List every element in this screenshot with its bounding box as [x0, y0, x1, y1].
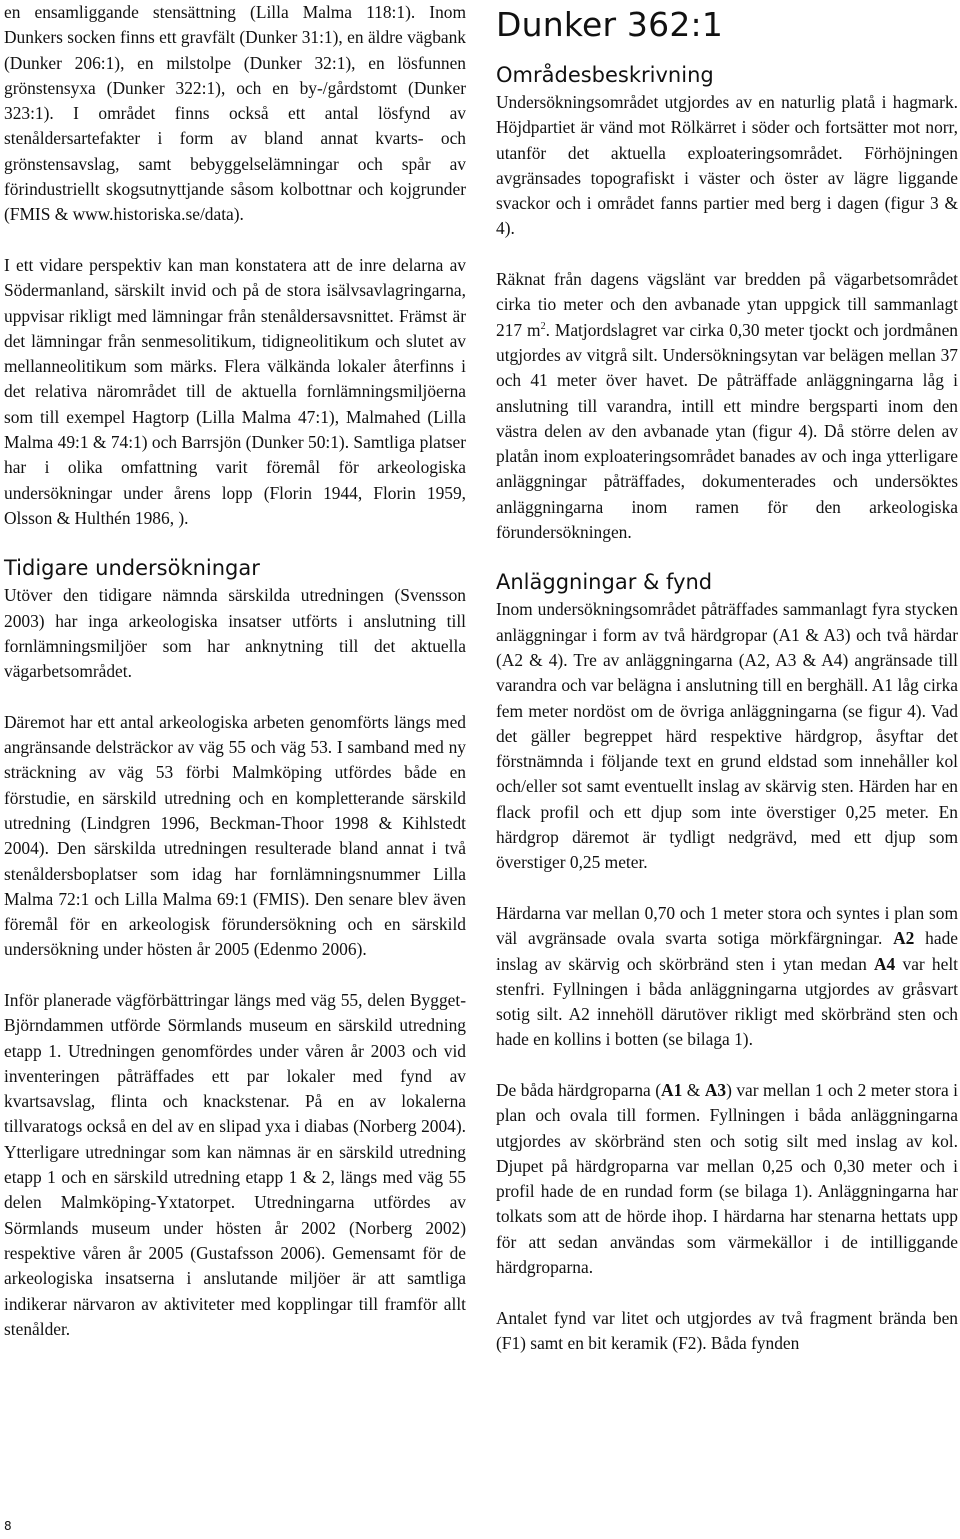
page-number: 8: [4, 1519, 12, 1533]
right-column: [496, 0, 958, 1356]
text-run: Räknat från dagens vägslänt var bredden på vägarbetsområdet cirka tio meter och den avbanade ytan uppgick till sammanlagt 217 m: [496, 269, 958, 340]
left-column: [4, 0, 466, 1342]
text-run: . Matjordslagret var cirka 0,30 meter tjockt och jordmånen utgjordes av vitgrå silt. Undersökningsytan var belägen mellan 37 och 41 meter över havet. De påträffade anläggningarna låg i anslutning till varandra, intill ett mindre bergsparti inom den västra delen av den avbanade ytan (figur 4). Då större delen av platån inom exploateringsområdet banades av och inga ytterligare anläggningar påträffades, dokumenterades och undersöktes anläggningarna inom ramen för den arkeologiska förundersökningen.: [496, 319, 959, 543]
paragraph: Inför planerade vägförbättringar längs med väg 55, delen Bygget-Björndammen utförde Sörmlands museum en särskild utredning etapp 1. Utredningen genomfördes under våren år 2003 och vid inventeringen påträffades ett par lokaler med fynd av kvartsavslag, flinta och knackstenar. På en av lokalerna tillvaratogs också en del av en slipad yxa i diabas (Norberg 2004). Ytterligare utredningar som kan nämnas är en särskild utredning etapp 1 och en särskild utredning etapp 1 & 2, längs med väg 55 delen Malmköping-Yxtatorpet. Utredningarna utfördes av Sörmlands museum under hösten år 2002 (Norberg 2002) respektive våren år 2005 (Gustafsson 2006). Gemensamt för de arkeologiska insatserna i anslutande miljöer är att samtliga indikerar närvaron av aktiviteter med kopplingar till framför allt stenålder.: [4, 989, 466, 1339]
paragraph: [496, 901, 958, 1053]
text-run: ) var mellan 1 och 2 meter stora i plan och ovala till formen. Fyllningen i båda anläggningarna utgjordes av skörbränd sten och sotig silt med inslag av kol. Djupet på härdgroparna var mellan 0,25 och 0,30 meter och i profil hade de en rundad form (se bilaga 1). Anläggningarna har tolkats som att de hörde ihop. I härdarna har stenarna hettats upp för att sedan användas som värmekällor i de intilliggande härdgroparna.: [496, 1079, 958, 1278]
bold-label: A2: [893, 928, 915, 949]
bold-label: A3: [704, 1079, 727, 1100]
section-heading-anlaggningar: Anläggningar & fynd: [496, 570, 713, 595]
paragraph: Antalet fynd var litet och utgjordes av två fragment brända ben (F1) samt en bit keramik (F2). Båda fynden: [496, 1307, 958, 1353]
paragraph: Inom undersökningsområdet påträffades sammanlagt fyra stycken anläggningar i form av två härdgropar (A1 & A3) och två härdar (A2 & 4). Tre av anläggningarna (A2, A3 & A4) angränsade till varandra och var belägna i anslutning till en berghäll. A1 låg cirka fem meter nordöst om de övriga anläggningarna (se figur 4). Vad det gäller begreppet härd respektive härdgrop, åsyftar det förstnämnda i följande text en grund eldstad som innehåller kol och/eller sot samt eventuellt inslag av skärvig sten. Härden har en flack profil och ett djup som inte överstiger 0,25 meter. En härdgrop däremot är tydligt nedgrävd, med ett djup som överstiger 0,25 meter.: [496, 599, 958, 873]
superscript: 2: [540, 320, 546, 332]
bold-label: A1: [661, 1079, 683, 1100]
paragraph: I ett vidare perspektiv kan man konstatera att de inre delarna av Södermanland, särskilt invid och på de stora isälvsavlagringarna, uppvisar rikligt med lämningar från stenåldersavsnittet. Främst är det lämningar från senmesolitikum, tidigneolitikum och slutet av mellanneolitikum som märks. Flera välkända lokaler återfinns i det relativa närområdet till de aktuella fornlämningsmiljöerna som till exempel Hagtorp (Lilla Malma 47:1), Malmahed (Lilla Malma 49:1 & 74:1) och Barrsjön (Dunker 50:1). Samtliga platser har i olika omfattning varit föremål för arkeologiska undersökningar under årens lopp (Florin 1944, Florin 1959, Olsson & Hulthén 1986, ).: [4, 254, 466, 528]
text-run: &: [682, 1079, 705, 1100]
text-run: hade inslag av skärvig och skörbränd sten i ytan medan: [496, 928, 958, 974]
section-heading-tidigare: Tidigare undersökningar: [4, 556, 260, 581]
paragraph: [496, 267, 958, 545]
text-run: De båda härdgroparna (: [496, 1079, 662, 1100]
paragraph: Undersökningsområdet utgjordes av en naturlig platå i hagmark. Höjdpartiet är vänd mot Rölkärret i söder och fortsätter mot norr, utanför det aktuella exploateringsområdet. Förhöjningen avgränsades topografiskt i väster och öster av lägre liggande svackor och i området fanns partier med berg i dagen (figur 3 & 4).: [496, 92, 958, 239]
paragraph: [496, 1078, 958, 1280]
page-title: Dunker 362:1: [496, 5, 724, 44]
bold-label: A4: [874, 953, 896, 974]
paragraph: en ensamliggande stensättning (Lilla Malma 118:1). Inom Dunkers socken finns ett gravfält (Dunker 31:1), en äldre vägbank (Dunker 206:1), en milstolpe (Dunker 32:1), en lösfunnen grönstensyxa (Dunker 322:1), och en by-/gårdstomt (Dunker 323:1). I området finns också ett antal lösfynd av stenåldersartefakter i form av bland annat kvarts- och grönstensavslag, samt bebyggelselämningar och spår av förindustriellt skogsutnyttjande såsom kolbottnar och kojgrunder (FMIS & www.historiska.se/data).: [4, 2, 466, 225]
text-run: var helt stenfri. Fyllningen i båda anläggningarna utgjordes av gråsvart sotig silt. A2 innehöll därutöver rikligt med skörbränd sten och hade en kollins i botten (se bilaga 1).: [496, 953, 959, 1050]
section-heading-omrade: Områdesbeskrivning: [496, 63, 714, 87]
text-run: Härdarna var mellan 0,70 och 1 meter stora och syntes i plan som väl avgränsade ovala svarta sotiga mörkfärgningar.: [496, 902, 958, 949]
paragraph: Utöver den tidigare nämnda särskilda utredningen (Svensson 2003) har inga arkeologiska insatser utförts i anslutning till fornlämningsmiljöer som har anknytning till det aktuella vägarbetsområdet.: [4, 585, 466, 682]
paragraph: Däremot har ett antal arkeologiska arbeten genomförts längs med angränsande delsträckor av väg 55 och väg 53. I samband med ny sträckning av väg 53 förbi Malmköping utfördes både en förstudie, en särskild utredning och en kompletterande särskild utredning (Lindgren 1996, Beckman-Thoor 1998 & Kihlstedt 2004). Den särskilda utredningen resulterade bland annat i två stenåldersboplatser som idag har fornlämningsnummer Lilla Malma 72:1 och Lilla Malma 69:1 (FMIS). Den senare blev även föremål för en arkeologisk förundersökning och en särskild undersökning under hösten år 2005 (Edenmo 2006).: [4, 711, 466, 960]
